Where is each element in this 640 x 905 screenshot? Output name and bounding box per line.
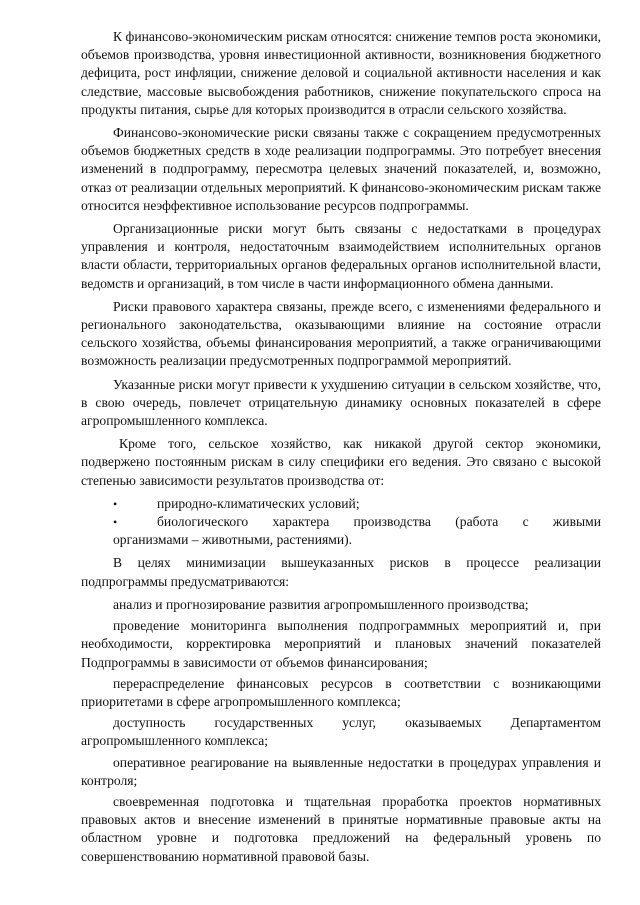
measure-item: перераспределение финансовых ресурсов в соответствии с возникающими приоритетами в сфере агропромышленного комплекса; <box>81 675 601 709</box>
paragraph-financial-risks-budget: Финансово-экономические риски связаны также с сокращением предусмотренных объемов бюджетных средств в ходе реализации подпрограммы. Это потребует внесения изменений в подпрограмму, пересмотра целевых значений показателей, и, возможно, отказ от реализации отдельных мероприятий. К финансово-экономическим рискам также относится неэффективное использование ресурсов подпрограммы. <box>81 125 601 213</box>
bullet-list-item <box>81 495 601 513</box>
paragraph-measures-intro: В целях минимизации вышеуказанных рисков в процессе реализации подпрограммы предусматриваются: <box>81 555 601 589</box>
document-page <box>81 28 601 869</box>
paragraph-agriculture-dependency: Кроме того, сельское хозяйство, как никакой другой сектор экономики, подвержено постоянным рискам в силу специфики его ведения. Это связано с высокой степенью зависимости результатов производства от: <box>81 436 601 488</box>
bullet-icon: • <box>113 496 118 511</box>
paragraph-organizational-risks: Организационные риски могут быть связаны с недостатками в процедурах управления и контроля, недостаточным взаимодействием исполнительных органов власти области, территориальных органов федеральных органов исполнительной власти, ведомств и организаций, в том числе в части информационного обмена данными. <box>81 221 601 291</box>
measure-item: анализ и прогнозирование развития агропромышленного производства; <box>113 596 529 612</box>
paragraph-legal-risks: Риски правового характера связаны, прежде всего, с изменениями федерального и регионального законодательства, оказывающими влияние на состояние отрасли сельского хозяйства, объемы финансирования мероприятий, а также ограничивающими возможность реализации предусмотренных подпрограммой мероприятий. <box>81 298 601 369</box>
measure-item: оперативное реагирование на выявленные недостатки в процедурах управления и контроля; <box>81 754 601 788</box>
bullet-list-item <box>81 513 601 531</box>
bullet-text: природно-климатических условий; <box>157 495 360 511</box>
paragraph-risk-consequences: Указанные риски могут привести к ухудшению ситуации в сельском хозяйстве, что, в свою очередь, повлечет отрицательную динамику основных показателей в сфере агропромышленного комплекса. <box>81 376 601 429</box>
measure-item: своевременная подготовка и тщательная проработка проектов нормативных правовых актов и внесение изменений в принятые нормативные правовые акты на областном уровне и подготовка предложений на федеральный уровень по совершенствованию нормативной правовой базы. <box>81 793 601 864</box>
bullet-text-continuation: организмами – животными, растениями). <box>113 532 353 548</box>
paragraph-financial-risks: К финансово-экономическим рискам относятся: снижение темпов роста экономики, объемов производства, уровня инвестиционной активности, возникновения бюджетного дефицита, рост инфляции, снижение деловой и социальной активности населения и как следствие, массовые высвобождения работников, снижение покупательского спроса на продукты питания, сырье для которых производится в отрасли сельского хозяйства. <box>81 29 601 117</box>
measure-item: доступность государственных услуг, оказываемых Департаментом агропромышленного комплекса; <box>81 715 601 749</box>
bullet-text: биологического характера производства (работа с живыми <box>157 514 601 530</box>
measure-item: проведение мониторинга выполнения подпрограммных мероприятий и, при необходимости, корректировка мероприятий и плановых значений показателей Подпрограммы в зависимости от объемов финансирования; <box>81 618 601 670</box>
bullet-icon: • <box>113 515 118 530</box>
